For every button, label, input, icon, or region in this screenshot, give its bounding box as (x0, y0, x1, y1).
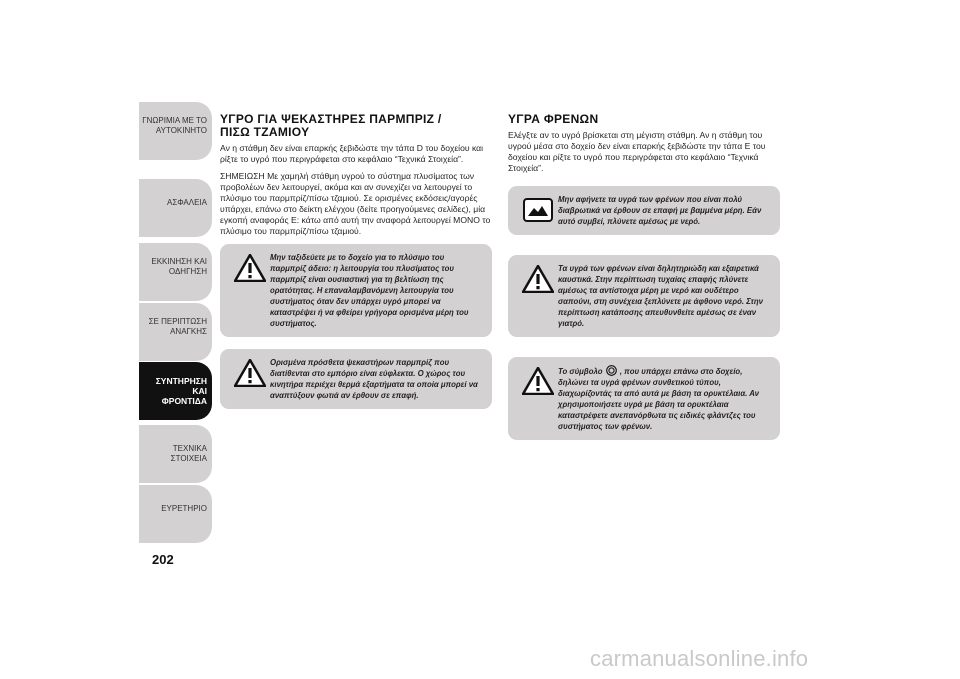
tab-safety[interactable] (139, 179, 212, 237)
brake-fluid-symbol-icon (605, 365, 618, 376)
caution-text: Μην αφήνετε τα υγρά των φρένων που είναι πολύ διαβρωτικά να έρθουν σε επαφή με βαμμένα μέρη. Εάν αυτό συμβεί, πλύνετε αμέσως με νερό. (558, 195, 762, 226)
section-heading (220, 113, 492, 139)
tab-label-line2: ΑΥΤΟΚΙΝΗΤΟ (155, 126, 207, 135)
tab-label-line1: ΕΥΡΕΤΗΡΙΟ (161, 504, 207, 513)
heading-line2: ΠΙΣΩ ΤΖΑΜΙΟΥ (220, 125, 310, 139)
section-heading: ΥΓΡΑ ΦΡΕΝΩΝ (508, 112, 599, 126)
warning-triangle-icon (522, 265, 554, 293)
tab-label-line2: ΑΝΑΓΚΗΣ (170, 327, 207, 336)
tab-label-line1: ΑΣΦΑΛΕΙΑ (166, 198, 207, 207)
tab-label-line1: ΣΕ ΠΕΡΙΠΤΩΣΗ (148, 317, 207, 326)
paragraph: Ελέγξτε αν το υγρό βρίσκεται στη μέγιστη στάθμη. Αν η στάθμη του υγρού μέσα στο δοχείο δεν είναι επαρκής ξεβιδώστε την τάπα Ε του δοχείου και ρίξτε το υγρό που περιγράφεται στο κεφάλαιο “Τεχνικά Στοιχεία”. (508, 130, 766, 173)
tab-starting-driving[interactable] (139, 243, 212, 301)
warning-box (220, 349, 492, 409)
tab-label-line2: ΟΔΗΓΗΣΗ (168, 267, 207, 276)
warning-box (220, 244, 492, 337)
tab-maintenance-care[interactable] (139, 362, 212, 420)
tab-index[interactable] (139, 485, 212, 543)
watermark: carmanualsonline.info (590, 646, 809, 671)
warning-triangle-icon (234, 359, 266, 387)
warning-text-part: Το σύμβολο (558, 367, 603, 376)
note-paragraph: ΣΗΜΕΙΩΣΗ Με χαμηλή στάθμη υγρού το σύστημα πλυσίματος των προβολέων δεν λειτουργεί, ακόμα και αν συνεχίζει να λειτουργεί το πλύσιμο του παρμπρίζ/πίσω τζαμιού. Σε ορισμένες εκδόσεις/αγορές υπάρχει, επάνω στο δείκτη ελέγχου (δείτε προηγούμενες σελίδες), μία εγκοπή αναφοράς E: κάτω από αυτή την αναφορά λειτουργεί ΜΟΝΟ το πλύσιμο του παρμπρίζ/πίσω τζαμιού. (220, 171, 491, 236)
caution-box (508, 186, 780, 235)
warning-text-part: , που υπάρχει επάνω στο δοχείο, δηλώνει τα υγρά φρένων συνθετικού τύπου, διαχωρίζοντάς τα από αυτά με βάση τα ορυκτέλαια. Αν χρησιμοποιήσετε υγρά με βάση τα ορυκτέλαια καταστρέφετε ανεπανόρθωτα τις ειδικές φλάντζες του συστήματος των φρένων. (558, 367, 759, 431)
warning-triangle-icon (234, 254, 266, 282)
paint-damage-icon (522, 196, 554, 224)
brake-fluid-section (508, 113, 780, 440)
paragraph: Αν η στάθμη δεν είναι επαρκής ξεβιδώστε την τάπα D του δοχείου και ρίξτε το υγρό που περιγράφεται στο κεφάλαιο “Τεχνικά Στοιχεία”. (220, 143, 484, 164)
tab-label-line1: ΣΥΝΤΗΡΗΣΗ ΚΑΙ (155, 376, 207, 396)
heading-line1: ΥΓΡΟ ΓΙΑ ΨΕΚΑΣΤΗΡΕΣ ΠΑΡΜΠΡΙΖ / (220, 112, 442, 126)
tab-label-line1: ΓΝΩΡΙΜΙΑ ΜΕ ΤΟ (142, 116, 207, 125)
warning-triangle-icon (522, 367, 554, 395)
tab-getting-to-know-vehicle[interactable] (139, 102, 212, 160)
tab-technical-data[interactable] (139, 425, 212, 483)
warning-text: Τα υγρά των φρένων είναι δηλητηριώδη και εξαιρετικά καυστικά. Στην περίπτωση τυχαίας επαφής πλύνετε αμέσως τα αντίστοιχα μέρη με νερό και ουδέτερο σαπούνι, στη συνέχεια ξεπλύνετε με άφθονο νερό. Στην περίπτωση κατάποσης απευθυνθείτε αμέσως σε έναν γιατρό. (558, 264, 763, 328)
page-number: 202 (152, 552, 174, 567)
tab-label-line1: ΤΕΧΝΙΚΑ ΣΤΟΙΧΕΙΑ (170, 444, 207, 463)
tab-label-line2: ΦΡΟΝΤΙΔΑ (161, 396, 207, 406)
tab-emergency[interactable] (139, 303, 212, 361)
warning-text: Μην ταξιδεύετε με το δοχείο για το πλύσιμο του παρμπρίζ άδειο: η λειτουργία του πλυσίματος του παρμπρίζ είναι ουσιαστική για τη βελτίωση της ορατότητας. Η επαναλαμβανόμενη λειτουργία του συστήματος όταν δεν υπάρχει υγρό μπορεί να καταστρέψει ή να φθείρει γρήγορα ορισμένα μέρη του συστήματος. (270, 253, 469, 328)
warning-text: Ορισμένα πρόσθετα ψεκαστήρων παρμπρίζ που διατίθενται στο εμπόριο είναι εύφλεκτα. Ο χώρος του κινητήρα περιέχει θερμά εξαρτήματα τα οποία μπορεί να αναπτύξουν φωτιά αν έρθουν σε επαφή. (270, 358, 478, 400)
tab-label-line1: ΕΚΚΙΝΗΣΗ ΚΑΙ (151, 257, 207, 266)
warning-box (508, 357, 780, 440)
warning-text (520, 365, 770, 432)
warning-box (508, 255, 780, 337)
washer-fluid-section (220, 113, 492, 409)
